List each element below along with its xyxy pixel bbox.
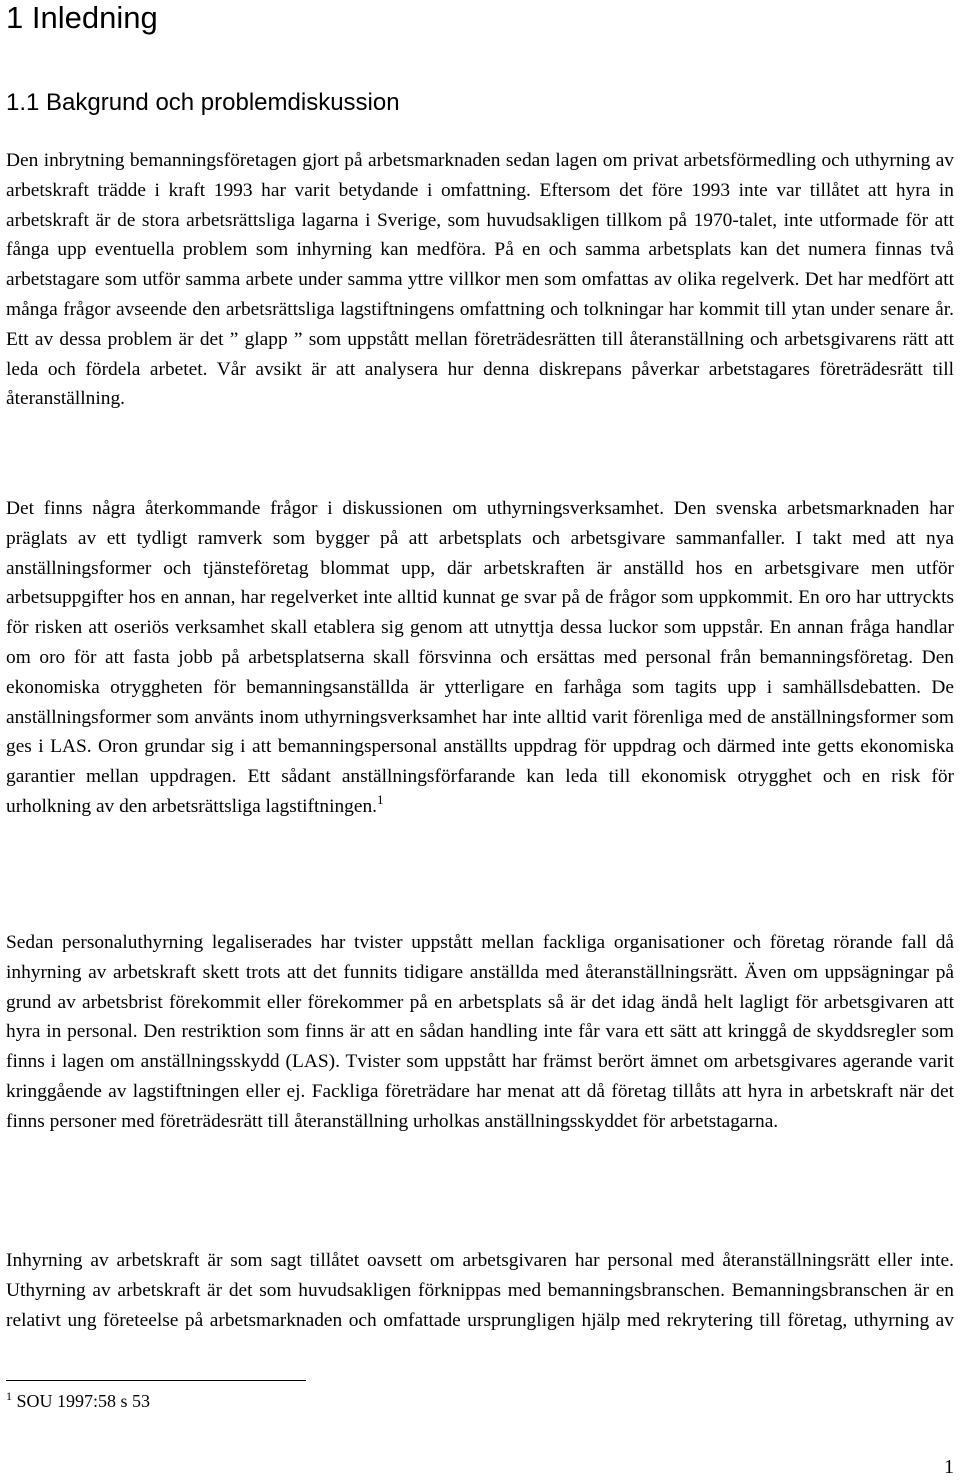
footnote-number: 1 — [6, 1389, 12, 1403]
paragraph-text: Den inbrytning bemanningsföretagen gjort på arbetsmarknaden sedan lagen om privat arbetsförmedling och uthyrning av arbetskraft trädde i kraft 1993 har varit betydande i omfattning. Eftersom det före 1993 inte var tillåtet att hyra in arbetskraft är de stora arbetsrättsliga lagarna i Sverige, som huvudsakligen tillkom på 1970-talet, inte utformade för att fånga upp eventuella problem som inhyrning kan medföra. På en och samma arbetsplats kan det numera finnas två arbetstagare som utför samma arbete under samma yttre villkor men som omfattas av olika regelverk. Det har medfört att många frågor avseende den arbetsrättsliga lagstiftningens omfattning och tolkningar har kommit till ytan under senare år. Ett av dessa problem är det ” glapp ” som uppstått mellan företrädesrätten till återanställning och arbetsgivarens rätt att leda och fördela arbetet. Vår avsikt är att analysera hur denna diskrepans påverkar arbetstagares företrädesrätt till återanställning. — [6, 150, 954, 410]
chapter-heading: 1 Inledning — [6, 0, 158, 35]
body-paragraph-1 — [6, 146, 954, 414]
footnote — [6, 1389, 150, 1413]
paragraph-text: Det finns några återkommande frågor i diskussionen om uthyrningsverksamhet. Den svenska arbetsmarknaden har präglats av ett tydligt ramverk som bygger på att arbetsplats och arbetsgivare sammanfaller. I takt med att nya anställningsformer och tjänsteföretag blommat upp, där arbetskraften är anställd hos en arbetsgivare men utför arbetsuppgifter hos en annan, har regelverket inte alltid kunnat ge svar på de frågor som uppkommit. En oro har uttryckts för risken att oseriös verksamhet skall etablera sig genom att utnyttja dessa luckor som uppstår. En annan fråga handlar om oro för att fasta jobb på arbetsplatserna skall försvinna och ersättas med personal från bemanningsföretag. Den ekonomiska otryggheten för bemanningsanställda är ytterligare en farhåga som tagits upp i samhällsdebatten. De anställningsformer som använts inom uthyrningsverksamhet har inte alltid varit förenliga med de anställningsformer som ges i LAS. Oron grundar sig i att bemanningspersonal anställts uppdrag för uppdrag och därmed inte getts ekonomiska garantier mellan uppdragen. Ett sådant anställningsförfarande kan leda till ekonomisk otrygghet och en risk för urholkning av den arbetsrättsliga lagstiftningen. — [6, 498, 954, 817]
paragraph-text: Inhyrning av arbetskraft är som sagt tillåtet oavsett om arbetsgivaren har personal med återanställningsrätt eller inte. Uthyrning av arbetskraft är det som huvudsakligen förknippas med bemanningsbranschen. Bemanningsbranschen är en relativt ung företeelse på arbetsmarknaden och omfattade ursprungligen hjälp med rekrytering till företag, uthyrning av — [6, 1250, 954, 1331]
footnote-separator — [6, 1380, 306, 1381]
body-paragraph-2 — [6, 494, 954, 822]
section-heading: 1.1 Bakgrund och problemdiskussion — [6, 89, 400, 116]
body-paragraph-3 — [6, 928, 954, 1137]
page-number: 1 — [944, 1456, 954, 1478]
paragraph-text: Sedan personaluthyrning legaliserades har tvister uppstått mellan fackliga organisationer och företag rörande fall då inhyrning av arbetskraft skett trots att det funnits tidigare anställda med återanställningsrätt. Även om uppsägningar på grund av arbetsbrist förekommit eller förekommer på en arbetsplats så är det idag ändå helt lagligt för arbetsgivaren att hyra in personal. Den restriktion som finns är att en sådan handling inte får vara ett sätt att kringgå de skyddsregler som finns i lagen om anställningsskydd (LAS). Tvister som uppstått har främst berört ämnet om arbetsgivares agerande varit kringgående av lagstiftningen eller ej. Fackliga företrädare har menat att då företag tillåts att hyra in arbetskraft när det finns personer med företrädesrätt till återanställning urholkas anställningsskyddet för arbetstagarna. — [6, 932, 954, 1132]
footnote-reference: 1 — [377, 791, 384, 807]
footnote-text: SOU 1997:58 s 53 — [16, 1391, 151, 1411]
body-paragraph-4 — [6, 1246, 954, 1335]
